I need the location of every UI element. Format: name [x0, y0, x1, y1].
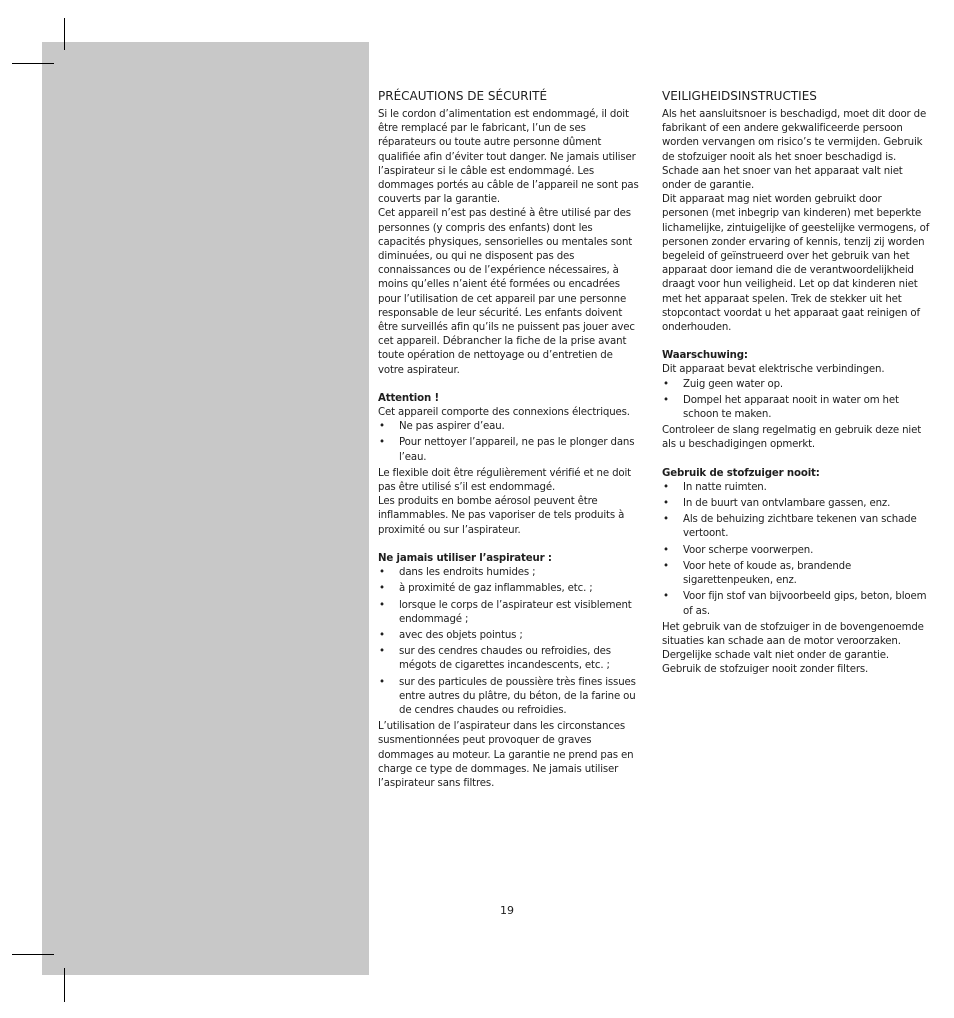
dutch-paragraph: Dit apparaat mag niet worden gebruikt door personen (met inbegrip van kinderen) met beperkte lichamelijke, zintuigelijke of geestelijke vermogens, of personen zonder ervaring of kennis, tenzij zij worden begeleid of geïnstrueerd over het gebruik van het apparaat door iemand die de verantwoordelijkheid draagt voor hun veiligheid. Let op dat kinderen niet met het apparaat spelen. Trek de stekker uit het stopcontact voordat u het apparaat gaat reinigen of onderhouden. — [662, 194, 930, 334]
french-never-list — [378, 566, 640, 718]
french-attention-heading: Attention ! — [378, 392, 439, 404]
list-item: • Ne pas aspirer d’eau. — [378, 420, 640, 434]
list-item: • Zuig geen water op. — [662, 378, 930, 392]
list-item: • Voor scherpe voorwerpen. — [662, 544, 930, 558]
dutch-warning-heading: Waarschuwing: — [662, 350, 748, 362]
dutch-warning-intro: Dit apparaat bevat elektrische verbindingen. — [662, 364, 885, 376]
french-paragraph: Le flexible doit être régulièrement vérifié et ne doit pas être utilisé s’il est endommagé. — [378, 467, 631, 494]
list-item: • Dompel het apparaat nooit in water om het schoon te maken. — [662, 394, 930, 422]
french-safety-column — [378, 88, 640, 791]
list-item: • dans les endroits humides ; — [378, 566, 640, 580]
dutch-heading: VEILIGHEIDSINSTRUCTIES — [662, 89, 817, 103]
list-item: • Pour nettoyer l’appareil, ne pas le plonger dans l’eau. — [378, 436, 640, 464]
dutch-safety-column — [662, 88, 930, 678]
crop-mark-top-horizontal — [12, 63, 54, 64]
french-paragraph: L’utilisation de l’aspirateur dans les circonstances susmentionnées peut provoquer de graves dommages au moteur. La garantie ne prend pas en charge ce type de dommages. Ne jamais utiliser l’aspirateur sans filtres. — [378, 721, 634, 789]
dutch-never-list — [662, 481, 930, 619]
crop-mark-top-vertical — [64, 18, 65, 50]
list-item: • In natte ruimten. — [662, 481, 930, 495]
french-paragraph: Cet appareil n’est pas destiné à être utilisé par des personnes (y compris des enfants) dont les capacités physiques, sensorielles ou mentales sont diminuées, ou qui ne disposent pas des connaissances ou de l’expérience nécessaires, à moins qu’elles n’aient été formées ou encadrées pour l’utilisation de cet appareil par une personne responsable de leur sécurité. Les enfants doivent être surveillés afin qu’ils ne puissent pas jouer avec cet appareil. Débrancher la fiche de la prise avant toute opération de nettoyage ou d’entretien de votre aspirateur. — [378, 208, 635, 376]
list-item: • Voor fijn stof van bijvoorbeeld gips, beton, bloem of as. — [662, 590, 930, 618]
dutch-paragraph: Controleer de slang regelmatig en gebruik deze niet als u beschadigingen opmerkt. — [662, 425, 922, 451]
list-item: • In de buurt van ontvlambare gassen, enz. — [662, 497, 930, 511]
list-item: • lorsque le corps de l’aspirateur est visiblement endommagé ; — [378, 599, 640, 627]
dutch-warning-list — [662, 378, 930, 423]
crop-mark-bottom-vertical — [64, 968, 65, 1002]
crop-mark-bottom-horizontal — [12, 954, 54, 955]
french-attention-list — [378, 420, 640, 465]
list-item: • sur des particules de poussière très fines issues entre autres du plâtre, du béton, de la farine ou de cendres chaudes ou refroidies. — [378, 676, 640, 719]
french-never-heading: Ne jamais utiliser l’aspirateur : — [378, 552, 552, 564]
french-heading: PRÉCAUTIONS DE SÉCURITÉ — [378, 89, 548, 103]
list-item: • Als de behuizing zichtbare tekenen van schade vertoont. — [662, 513, 930, 541]
page-number: 19 — [500, 904, 514, 917]
list-item: • sur des cendres chaudes ou refroidies, des mégots de cigarettes incandescents, etc. ; — [378, 645, 640, 673]
list-item: • avec des objets pointus ; — [378, 629, 640, 643]
french-paragraph: Si le cordon d’alimentation est endommagé, il doit être remplacé par le fabricant, l’un de ses réparateurs ou toute autre personne dûment qualifiée afin d’éviter tout danger. Ne jamais utiliser l’aspirateur si le câble est endommagé. Les dommages portés au câble de l’appareil ne sont pas couverts par la garantie. — [378, 109, 639, 206]
dutch-paragraph: Als het aansluitsnoer is beschadigd, moet dit door de fabrikant of een andere gekwalificeerde persoon worden vervangen om risico’s te vermijden. Gebruik de stofzuiger nooit als het snoer beschadigd is. Schade aan het snoer van het apparaat valt niet onder de garantie. — [662, 109, 927, 192]
list-item: • Voor hete of koude as, brandende sigarettenpeuken, enz. — [662, 560, 930, 588]
dutch-paragraph: Het gebruik van de stofzuiger in de bovengenoemde situaties kan schade aan de motor veroorzaken. Dergelijke schade valt niet onder de garantie. Gebruik de stofzuiger nooit zonder filters. — [662, 621, 924, 676]
list-item: • à proximité de gaz inflammables, etc. ; — [378, 582, 640, 596]
dutch-never-heading: Gebruik de stofzuiger nooit: — [662, 467, 820, 479]
french-paragraph: Les produits en bombe aérosol peuvent être inflammables. Ne pas vaporiser de tels produits à proximité ou sur l’aspirateur. — [378, 496, 625, 536]
french-attention-intro: Cet appareil comporte des connexions électriques. — [378, 407, 630, 419]
gray-side-panel — [42, 42, 369, 975]
